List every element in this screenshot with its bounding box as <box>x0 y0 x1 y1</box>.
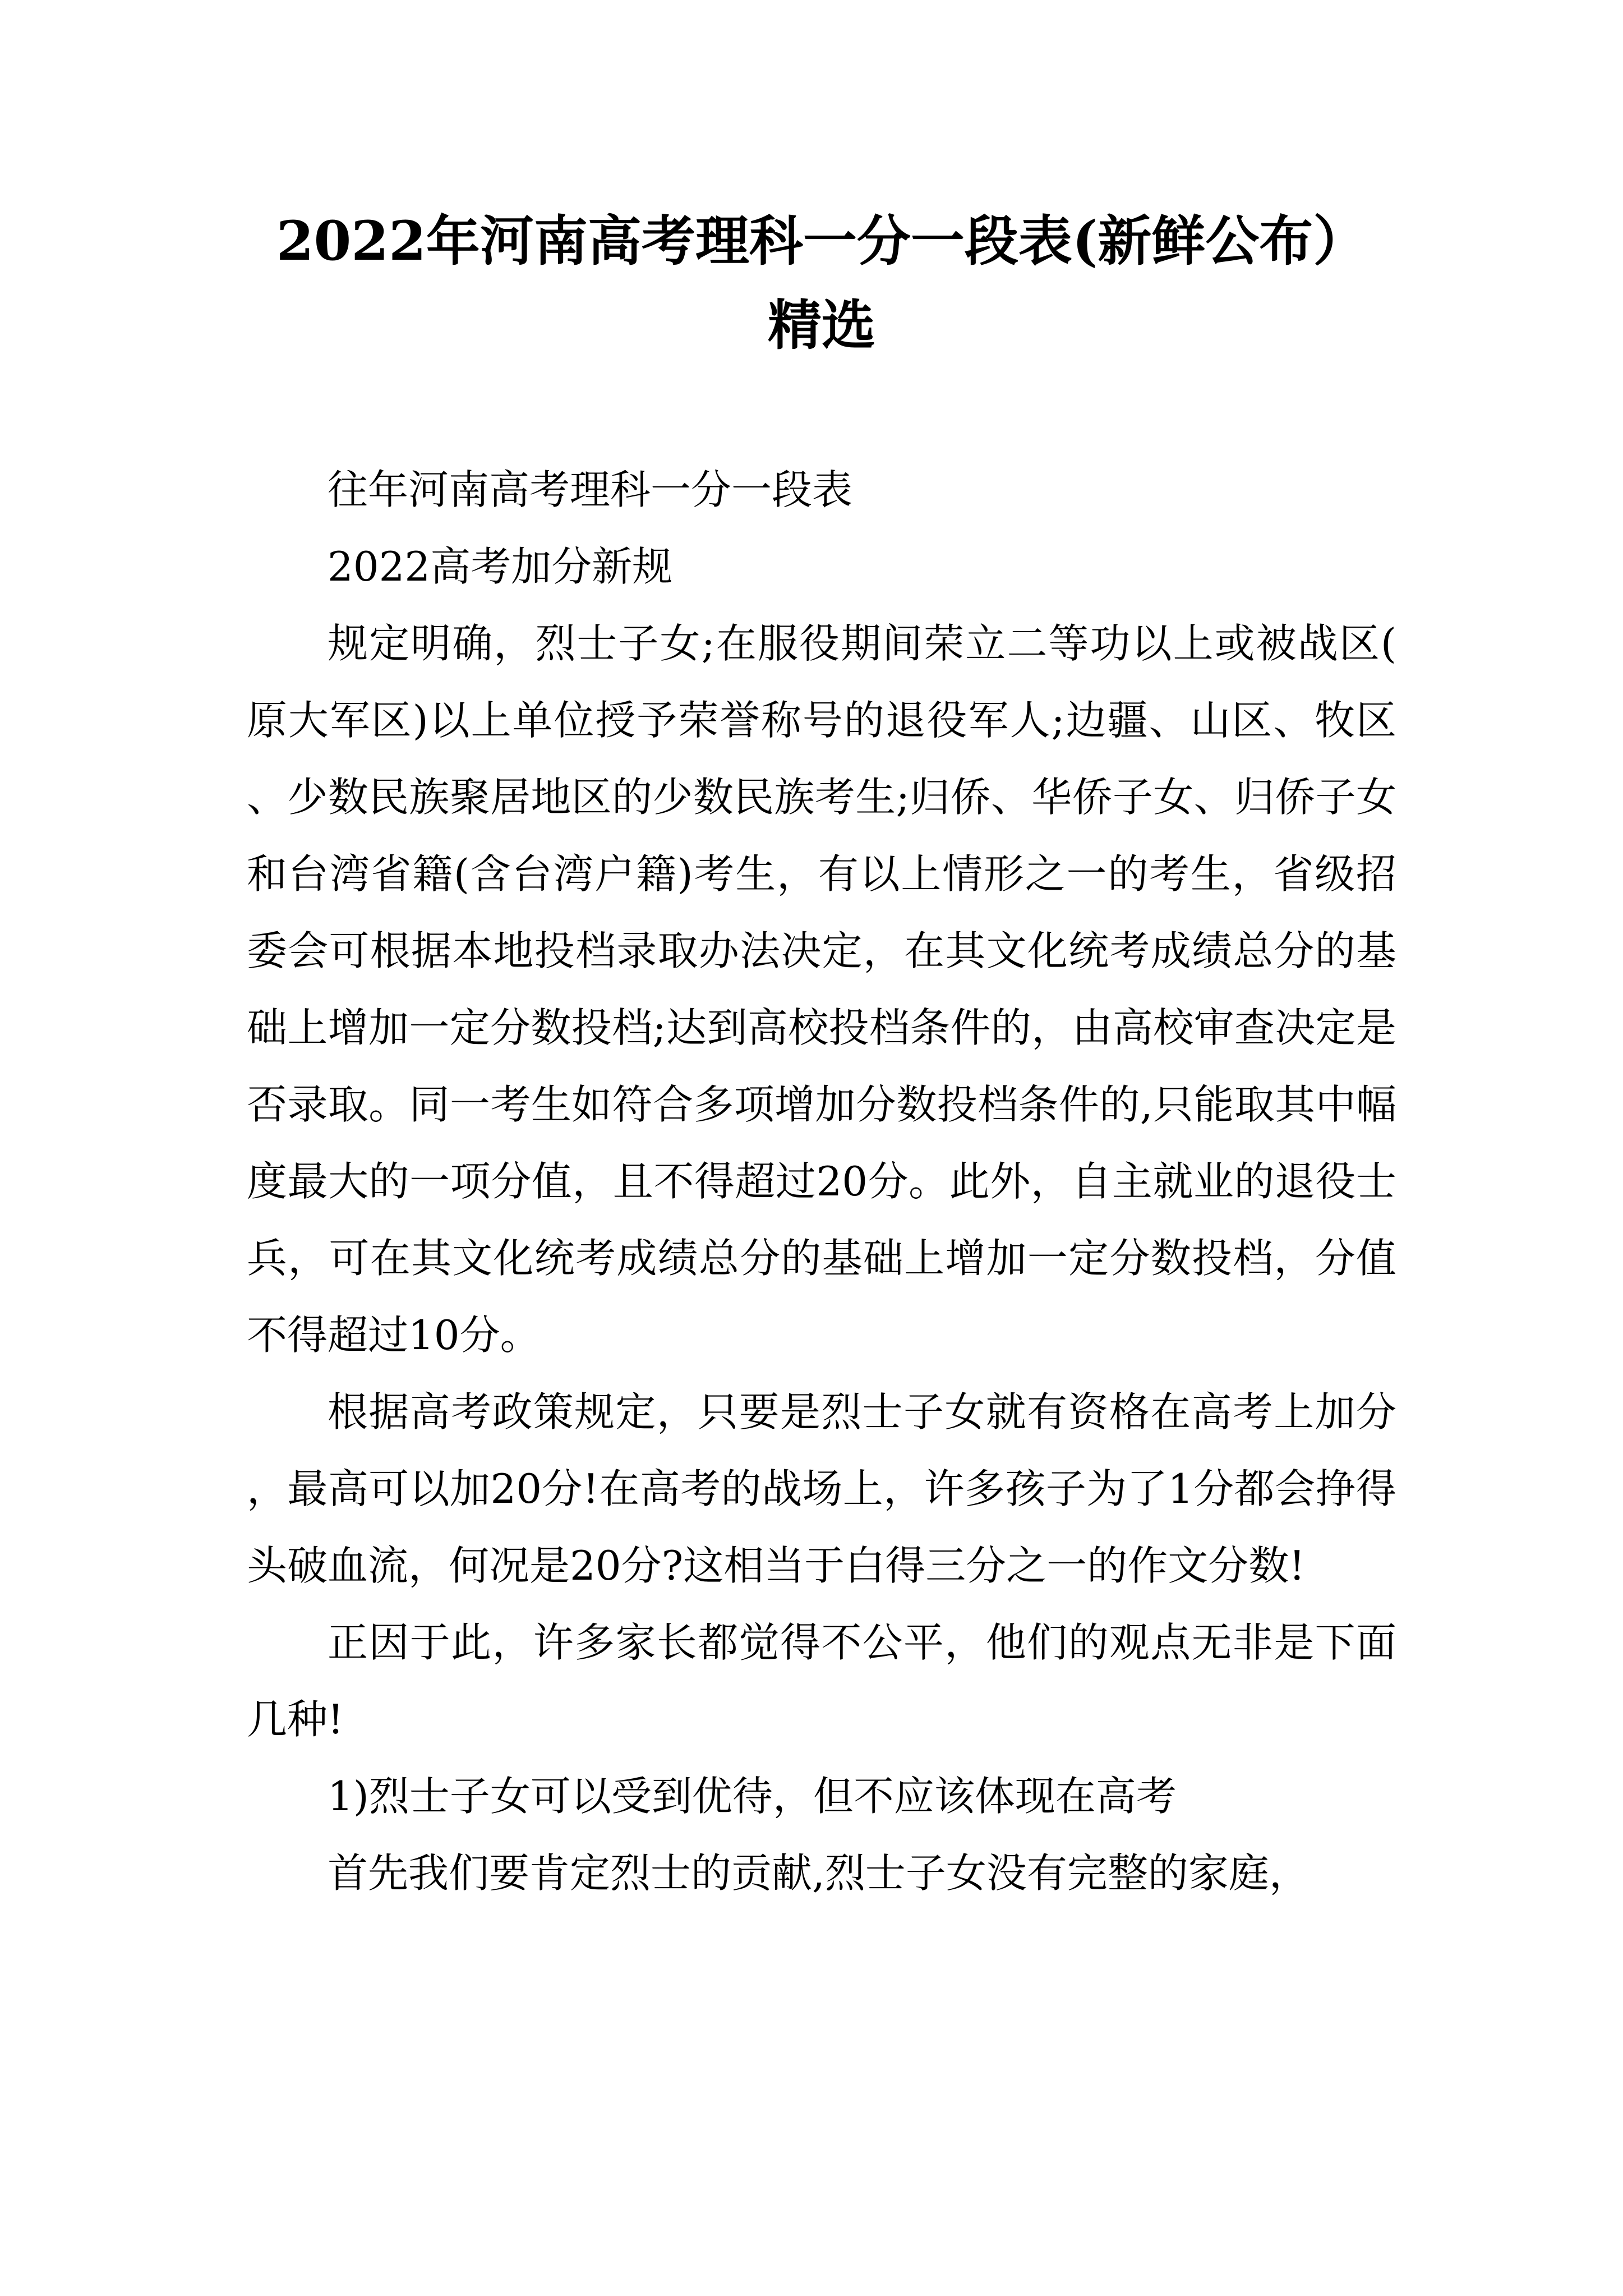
paragraph-past-table: 往年河南高考理科一分一段表 <box>328 466 853 513</box>
title-line-1: 2022年河南高考理科一分一段表(新鲜公布） <box>276 209 1367 273</box>
paragraph-policy: 根据高考政策规定，只要是烈士子女就有资格在高考上加分，最高可以加20分!在高考的战场上，许多孩子为了1分都会挣得头破血流，何况是20分?这相当于白得三分之一的作文分数! <box>247 1388 1396 1589</box>
title-line-2: 精选 <box>768 293 875 357</box>
paragraph-point-1: 1)烈士子女可以受到优待，但不应该体现在高考 <box>328 1773 1177 1820</box>
document-title <box>247 199 1396 367</box>
paragraph-rules-detail: 规定明确，烈士子女;在服役期间荣立二等功以上或被战区(原大军区)以上单位授予荣誉称号的退役军人;边疆、山区、牧区、少数民族聚居地区的少数民族考生;归侨、华侨子女、归侨子女和台湾省籍(含台湾户籍)考生，有以上情形之一的考生，省级招委会可根据本地投档录取办法决定，在其文化统考成绩总分的基础上增加一定分数投档;达到高校投档条件的，由高校审查决定是否录取。同一考生如符合多项增加分数投档条件的,只能取其中幅度最大的一项分值，且不得超过20分。此外，自主就业的退役士兵，可在其文化统考成绩总分的基础上增加一定分数投档，分值不得超过10分。 <box>247 620 1396 1359</box>
document-body <box>247 452 1396 1912</box>
paragraph-parents-view: 正因于此，许多家长都觉得不公平，他们的观点无非是下面几种! <box>247 1619 1396 1743</box>
paragraph-new-rules-heading: 2022高考加分新规 <box>328 543 673 590</box>
paragraph-contribution: 首先我们要肯定烈士的贡献,烈士子女没有完整的家庭， <box>328 1849 1310 1897</box>
